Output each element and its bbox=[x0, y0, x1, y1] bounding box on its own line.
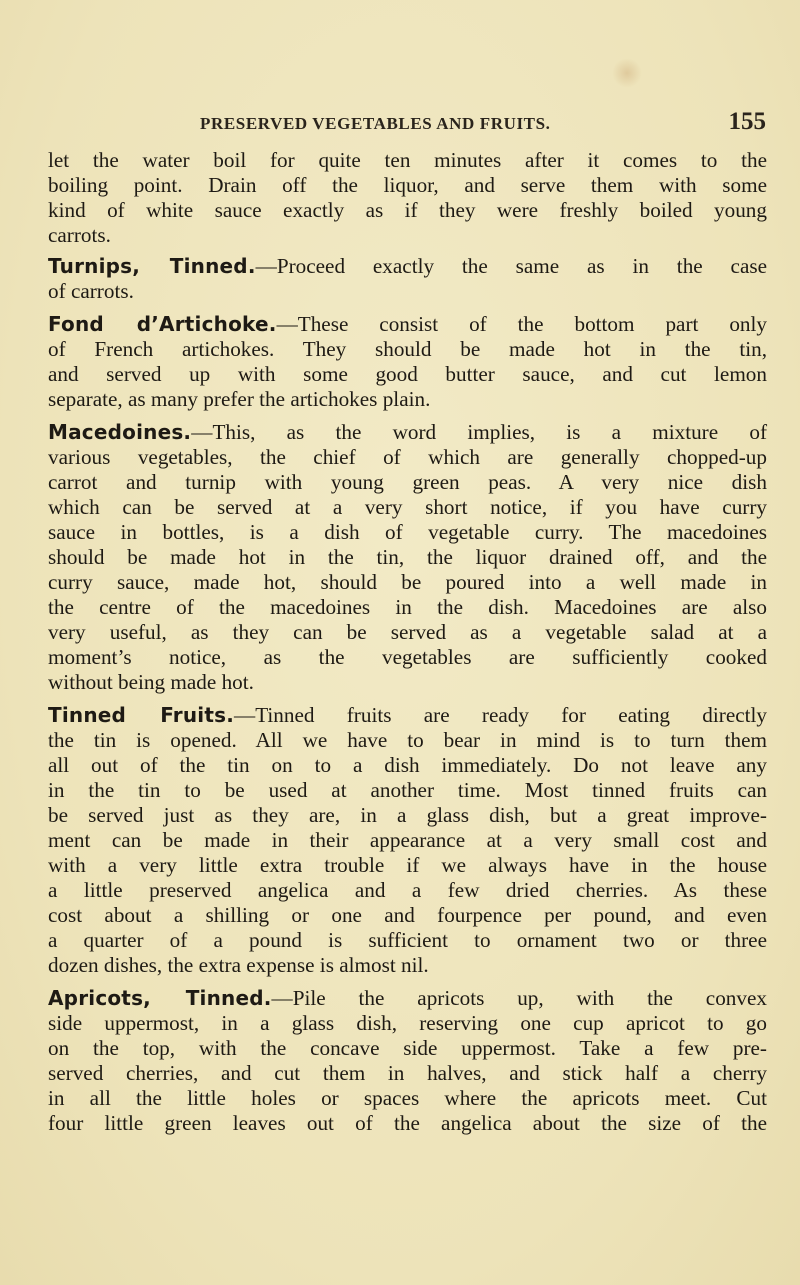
text-line bbox=[48, 902, 767, 928]
line-text: sauce in bottles, is a dish of vegetable curry. The macedoines bbox=[48, 520, 767, 544]
text-line bbox=[48, 544, 767, 570]
line-text: —Pile the apricots up, with the convex bbox=[271, 986, 767, 1010]
text-line bbox=[48, 594, 767, 620]
line-text: cost about a shilling or one and fourpence per pound, and even bbox=[48, 903, 767, 927]
text-line bbox=[48, 361, 767, 387]
text-line bbox=[48, 1035, 767, 1061]
text-line bbox=[48, 985, 767, 1011]
text-line bbox=[48, 469, 767, 495]
text-line bbox=[48, 419, 767, 445]
line-text: the centre of the macedoines in the dish. Macedoines are also bbox=[48, 595, 767, 619]
line-text: on the top, with the concave side uppermost. Take a few pre- bbox=[48, 1036, 767, 1060]
text-line bbox=[48, 569, 767, 595]
line-text: very useful, as they can be served as a vegetable salad at a bbox=[48, 620, 767, 644]
line-text: of carrots. bbox=[48, 279, 134, 303]
text-line bbox=[48, 519, 767, 545]
line-text: —Tinned fruits are ready for eating directly bbox=[234, 703, 767, 727]
text-line bbox=[48, 727, 767, 753]
line-text: in the tin to be used at another time. Most tinned fruits can bbox=[48, 778, 767, 802]
recipe-heading: Macedoines. bbox=[48, 420, 192, 444]
line-text: should be made hot in the tin, the liquor drained off, and the bbox=[48, 545, 767, 569]
line-text: let the water boil for quite ten minutes after it comes to the bbox=[48, 148, 767, 172]
text-line bbox=[48, 777, 767, 803]
text-line bbox=[48, 336, 767, 362]
line-text: and served up with some good butter sauce, and cut lemon bbox=[48, 362, 767, 386]
text-line bbox=[48, 927, 767, 953]
line-text: ment can be made in their appearance at a very small cost and bbox=[48, 828, 767, 852]
page-header bbox=[200, 108, 766, 138]
text-line bbox=[48, 311, 767, 337]
text-line bbox=[48, 172, 767, 198]
text-line bbox=[48, 278, 134, 304]
running-title: PRESERVED VEGETABLES AND FRUITS. bbox=[200, 114, 551, 133]
line-text: a little preserved angelica and a few dried cherries. As these bbox=[48, 878, 767, 902]
line-text: be served just as they are, in a glass dish, but a great improve- bbox=[48, 803, 767, 827]
page-number: 155 bbox=[728, 108, 766, 135]
text-line bbox=[48, 444, 767, 470]
line-text: of French artichokes. They should be made hot in the tin, bbox=[48, 337, 767, 361]
line-text: with a very little extra trouble if we always have in the house bbox=[48, 853, 767, 877]
line-text: boiling point. Drain off the liquor, and serve them with some bbox=[48, 173, 767, 197]
line-text: separate, as many prefer the artichokes plain. bbox=[48, 387, 431, 411]
text-line bbox=[48, 222, 111, 248]
text-line bbox=[48, 644, 767, 670]
text-line bbox=[48, 1010, 767, 1036]
text-line bbox=[48, 702, 767, 728]
line-text: various vegetables, the chief of which are generally chopped-up bbox=[48, 445, 767, 469]
text-line bbox=[48, 952, 429, 978]
text-line bbox=[48, 1110, 767, 1136]
recipe-heading: Apricots, Tinned. bbox=[48, 986, 272, 1010]
line-text: —This, as the word implies, is a mixture of bbox=[191, 420, 767, 444]
line-text: all out of the tin on to a dish immediately. Do not leave any bbox=[48, 753, 767, 777]
text-line bbox=[48, 619, 767, 645]
text-line bbox=[48, 802, 767, 828]
text-line bbox=[48, 494, 767, 520]
line-text: the tin is opened. All we have to bear in mind is to turn them bbox=[48, 728, 767, 752]
text-line bbox=[48, 852, 767, 878]
text-line bbox=[48, 669, 254, 695]
line-text: served cherries, and cut them in halves, and stick half a cherry bbox=[48, 1061, 767, 1085]
line-text: four little green leaves out of the angelica about the size of the bbox=[48, 1111, 767, 1135]
line-text: curry sauce, made hot, should be poured into a well made in bbox=[48, 570, 767, 594]
line-text: carrots. bbox=[48, 223, 111, 247]
text-line bbox=[48, 386, 430, 412]
text-line bbox=[48, 197, 767, 223]
line-text: side uppermost, in a glass dish, reserving one cup apricot to go bbox=[48, 1011, 767, 1035]
line-text: moment’s notice, as the vegetables are sufficiently cooked bbox=[48, 645, 767, 669]
text-line bbox=[48, 827, 767, 853]
recipe-heading: Tinned Fruits. bbox=[48, 703, 235, 727]
recipe-heading: Turnips, Tinned. bbox=[48, 254, 256, 278]
line-text: carrot and turnip with young green peas. A very nice dish bbox=[48, 470, 767, 494]
text-line bbox=[48, 877, 767, 903]
text-line bbox=[48, 253, 767, 279]
recipe-heading: Fond d’Artichoke. bbox=[48, 312, 277, 336]
text-line bbox=[48, 147, 767, 173]
line-text: which can be served at a very short notice, if you have curry bbox=[48, 495, 767, 519]
line-text: in all the little holes or spaces where the apricots meet. Cut bbox=[48, 1086, 767, 1110]
line-text: kind of white sauce exactly as if they were freshly boiled young bbox=[48, 198, 767, 222]
text-line bbox=[48, 752, 767, 778]
text-line bbox=[48, 1085, 767, 1111]
line-text: dozen dishes, the extra expense is almost nil. bbox=[48, 953, 429, 977]
paper-stain bbox=[612, 58, 642, 88]
line-text: —Proceed exactly the same as in the case bbox=[255, 254, 767, 278]
text-line bbox=[48, 1060, 767, 1086]
line-text: —These consist of the bottom part only bbox=[276, 312, 767, 336]
line-text: a quarter of a pound is sufficient to ornament two or three bbox=[48, 928, 767, 952]
line-text: without being made hot. bbox=[48, 670, 254, 694]
